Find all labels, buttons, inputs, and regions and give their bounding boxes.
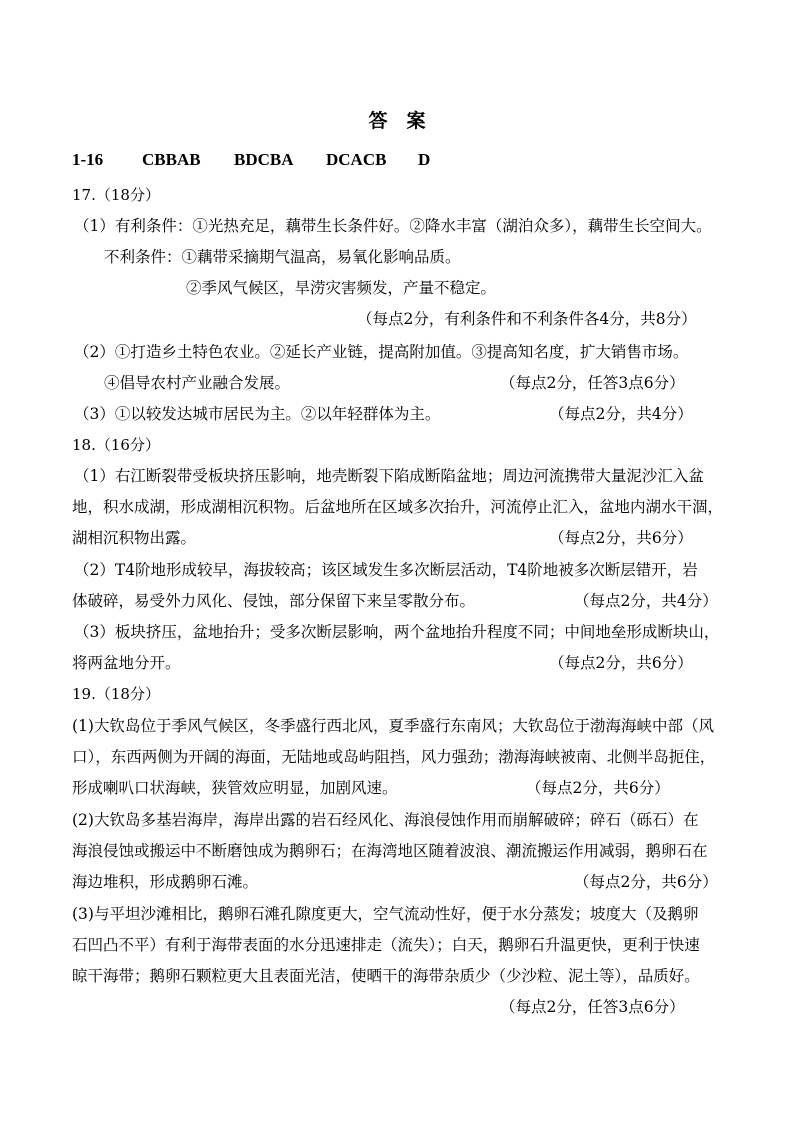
q19-score: （每点2分，共6分） xyxy=(526,779,670,797)
q19-heading: 19.（18分） xyxy=(72,685,160,703)
q19-score: （每点2分，任答3点6分） xyxy=(500,998,685,1016)
q19-line: (3)与平坦沙滩相比，鹅卵石滩孔隙度更大，空气流动性好，便于水分蒸发；坡度大（及鹅卵 xyxy=(72,905,699,923)
q17-line: 不利条件：①藕带采摘期气温高，易氧化影响品质。 xyxy=(104,248,461,266)
mcq-group-2: BDCBA xyxy=(234,150,294,169)
q17-heading: 17.（18分） xyxy=(72,186,160,204)
mcq-range: 1-16 xyxy=(72,150,104,169)
q18-line: 湖相沉积物出露。 xyxy=(72,529,197,547)
q19-line: 口），东西两侧为开阔的海面，无陆地或岛屿阻挡，风力强劲；渤海海峡被南、北侧半岛扼住， xyxy=(72,748,716,766)
q18-score: （每点2分，共4分） xyxy=(574,592,718,610)
q19-line: 海浪侵蚀或搬运中不断磨蚀成为鹅卵石；在海湾地区随着波浪、潮流搬运作用减弱，鹅卵石在 xyxy=(72,842,708,860)
q17-line: （2）①打造乡土特色农业。②延长产业链，提高附加值。③提高知名度，扩大销售市场。 xyxy=(74,343,689,361)
mcq-group-1: CBBAB xyxy=(142,150,201,169)
q18-line: （2）T4阶地形成较早，海拔较高；该区域发生多次断层活动，T4阶地被多次断层错开，岩 xyxy=(74,561,698,579)
q17-line: ②季风气候区，旱涝灾害频发，产量不稳定。 xyxy=(186,279,497,297)
q17-line: （3）①以较发达城市居民为主。②以年轻群体为主。 xyxy=(74,405,441,423)
answer-title: 答 案 xyxy=(368,110,426,132)
q18-line: 体破碎，易受外力风化、侵蚀，部分保留下来呈零散分布。 xyxy=(72,592,476,610)
q17-line: （1）有利条件：①光热充足，藕带生长条件好。②降水丰富（湖泊众多），藕带生长空间大。 xyxy=(74,217,712,235)
q18-line: 将两盆地分开。 xyxy=(72,654,181,672)
q18-line: 地，积水成湖，形成湖相沉积物。后盆地所在区域多次抬升，河流停止汇入，盆地内湖水干涸， xyxy=(72,498,724,516)
q19-score: （每点2分，共6分） xyxy=(574,873,718,891)
q18-line: （3）板块挤压，盆地抬升；受多次断层影响，两个盆地抬升程度不同；中间地垒形成断块山， xyxy=(74,623,720,641)
q17-score: （每点2分，有利条件和不利条件各4分，共8分） xyxy=(357,310,697,328)
q19-line: (2)大钦岛多基岩海岸，海岸出露的岩石经风化、海浪侵蚀作用而崩解破碎；碎石（砾石）在 xyxy=(72,811,699,829)
q17-score: （每点2分，任答3点6分） xyxy=(500,374,685,392)
q18-line: （1）右江断裂带受板块挤压影响，地壳断裂下陷成断陷盆地；周边河流携带大量泥沙汇入盆 xyxy=(74,467,704,485)
q17-score: （每点2分，共4分） xyxy=(549,405,693,423)
q19-line: (1)大钦岛位于季风气候区，冬季盛行西北风，夏季盛行东南风；大钦岛位于渤海海峡中部（风 xyxy=(72,717,714,735)
q18-score: （每点2分，共6分） xyxy=(549,529,693,547)
q19-line: 晾干海带；鹅卵石颗粒更大且表面光洁，使晒干的海带杂质少（少沙粒、泥土等），品质好。 xyxy=(72,967,700,985)
q18-heading: 18.（16分） xyxy=(72,436,160,454)
mcq-answers xyxy=(72,150,430,170)
q19-line: 形成喇叭口状海峡，狭管效应明显，加剧风速。 xyxy=(72,779,398,797)
q19-line: 海边堆积，形成鹅卵石滩。 xyxy=(72,873,259,891)
q18-score: （每点2分，共6分） xyxy=(549,654,693,672)
mcq-group-3: DCACB xyxy=(326,150,387,169)
mcq-group-4: D xyxy=(418,150,431,169)
q17-line: ④倡导农村产业融合发展。 xyxy=(104,374,291,392)
q19-line: 石凹凸不平）有利于海带表面的水分迅速排走（流失）；白天，鹅卵石升温更快，更利于快速 xyxy=(72,936,700,954)
